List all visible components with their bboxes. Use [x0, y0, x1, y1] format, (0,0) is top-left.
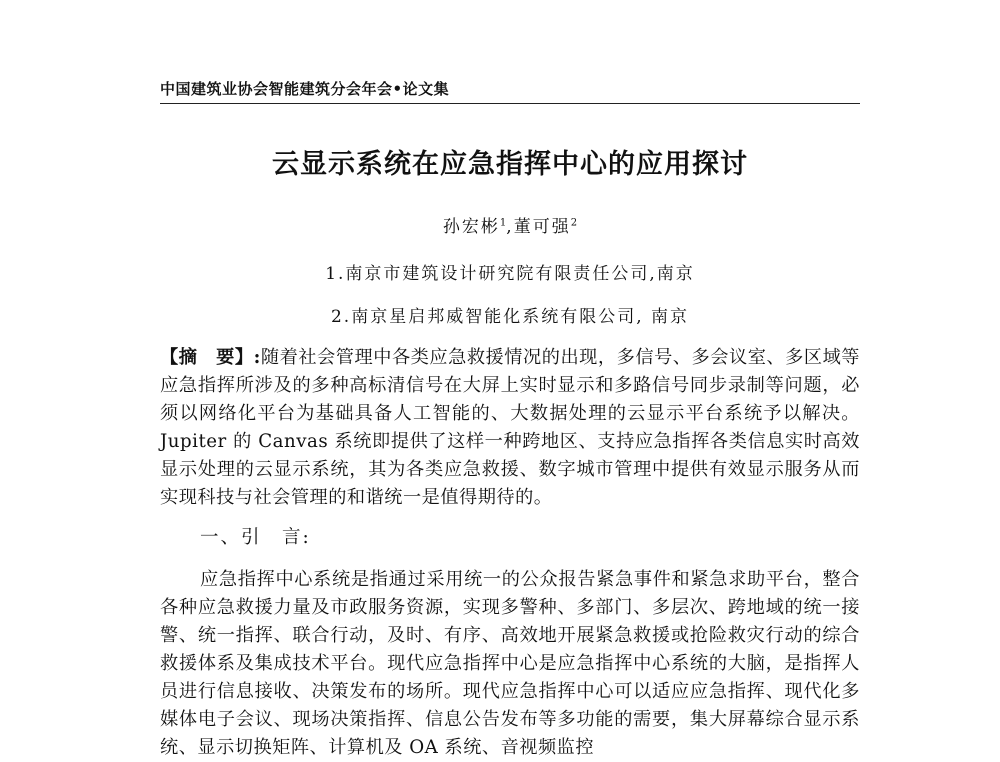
author-name: 董可强 — [513, 217, 571, 237]
header-rule — [160, 103, 860, 104]
abstract-text: 随着社会管理中各类应急救援情况的出现，多信号、多会议室、多区域等应急指挥所涉及的多种高标清信号在大屏上实时显示和多路信号同步录制等问题，必须以网络化平台为基础具备人工智能的、大数据处理的云显示平台系统予以解决。Jupiter 的 Canvas 系统即提供了这样一种跨地区、支持应急指挥各类信息实时高效显示处理的云显示系统，其为各类应急救援、数字城市管理中提供有效显示服务从而实现科技与社会管理的和谐统一是值得期待的。 — [160, 347, 860, 508]
body-paragraph: 应急指挥中心系统是指通过采用统一的公众报告紧急事件和紧急求助平台，整合各种应急救援力量及市政服务资源，实现多警种、多部门、多层次、跨地域的统一接警、统一指挥、联合行动，及时、有序、高效地开展紧急救援或抢险救灾行动的综合救援体系及集成技术平台。现代应急指挥中心是应急指挥中心系统的大脑，是指挥人员进行信息接收、决策发布的场所。现代应急指挥中心可以适应应急指挥、现代化多媒体电子会议、现场决策指挥、信息公告发布等多功能的需要，集大屏幕综合显示系统、显示切换矩阵、计算机及 OA 系统、音视频监控 — [160, 569, 860, 758]
author-name: 孙宏彬 — [442, 217, 500, 237]
affiliation-1: 1.南京市建筑设计研究院有限责任公司,南京 — [325, 264, 695, 284]
author-affil-mark: 1 — [499, 217, 507, 229]
paper-title: 云显示系统在应急指挥中心的应用探讨 — [272, 149, 748, 180]
author-affil-mark: 2 — [570, 217, 578, 229]
author-line — [160, 212, 860, 237]
abstract — [160, 344, 860, 512]
affiliation-2: 2.南京星启邦威智能化系统有限公司, 南京 — [330, 307, 690, 327]
author-separator: , — [506, 217, 514, 237]
running-header: 中国建筑业协会智能建筑分会年会•论文集 — [160, 80, 450, 98]
abstract-label: 【摘 要】: — [160, 347, 261, 368]
section-heading: 一、引 言: — [200, 527, 311, 548]
